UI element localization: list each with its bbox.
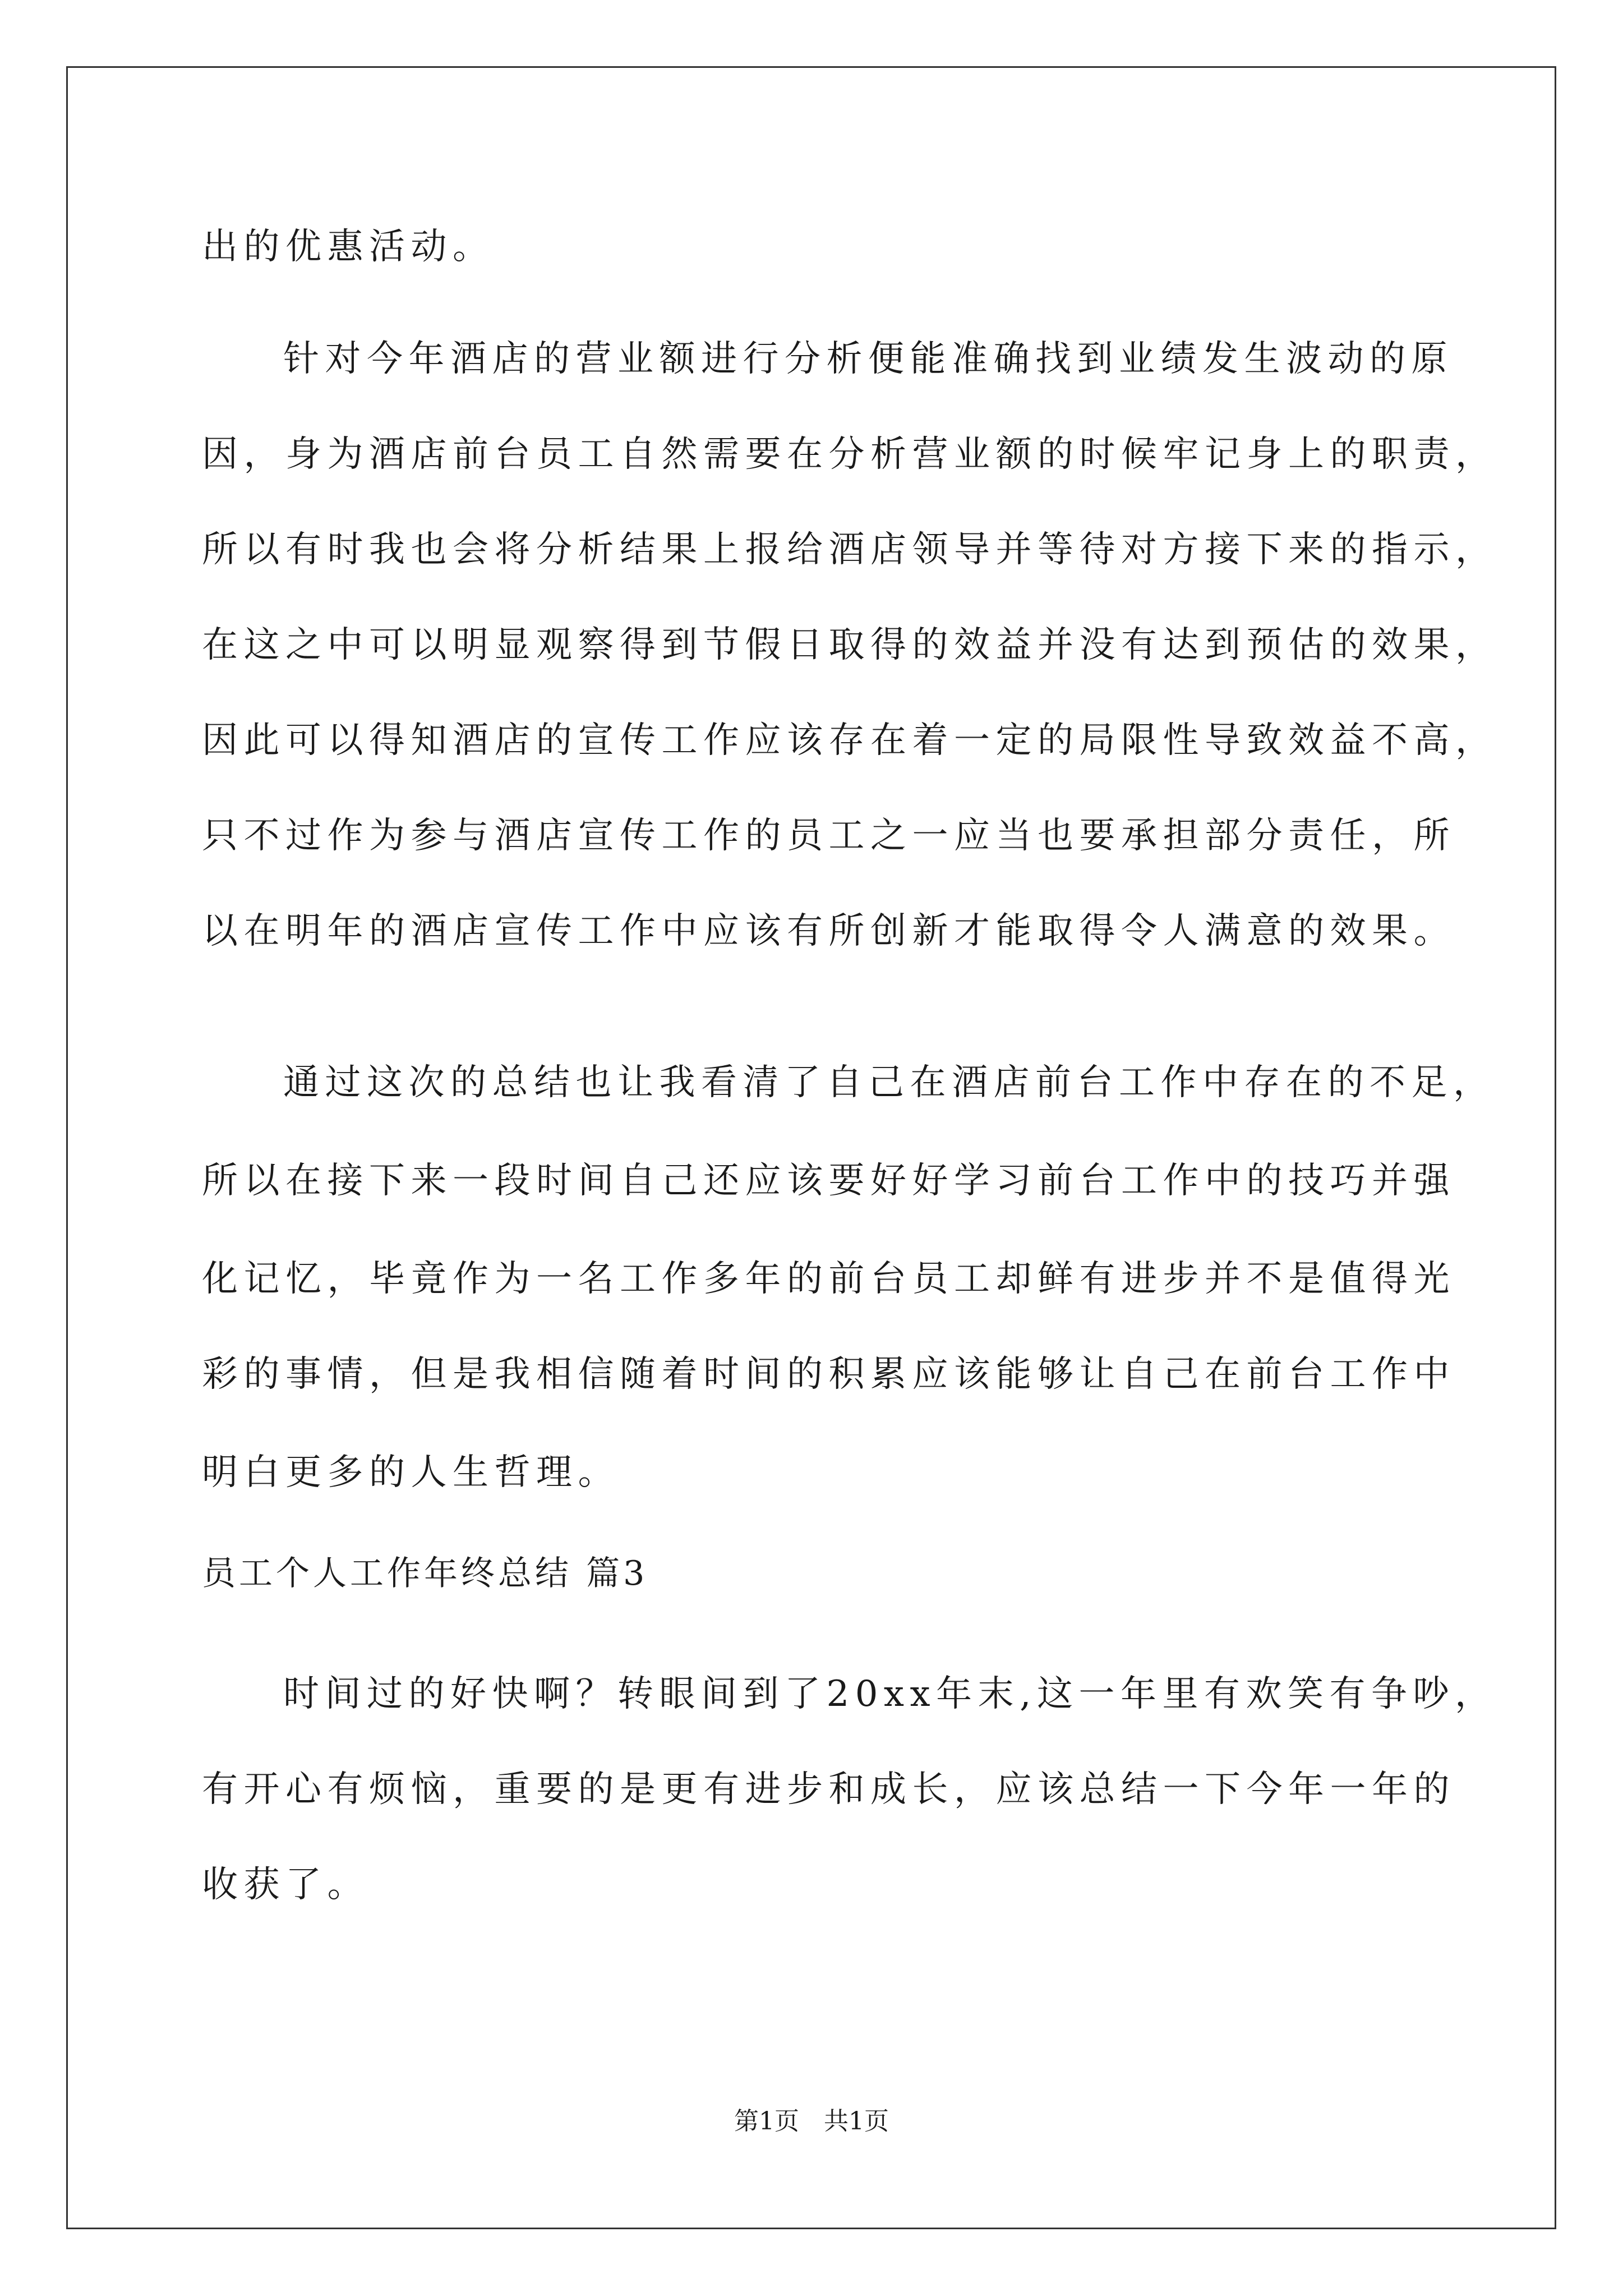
paragraph-line: 收获了。: [202, 1864, 369, 1906]
paragraph-line: 针对今年酒店的营业额进行分析便能准确找到业绩发生波动的原: [283, 338, 1453, 380]
paragraph-line: 因，身为酒店前台员工自然需要在分析营业额的时候牢记身上的职责，: [202, 434, 1497, 475]
paragraph-line: 以在明年的酒店宣传工作中应该有所创新才能取得令人满意的效果。: [202, 910, 1455, 952]
page-footer: 第1页 共1页: [734, 2107, 889, 2136]
paragraph-line: 有开心有烦恼，重要的是更有进步和成长，应该总结一下今年一年的: [202, 1769, 1455, 1810]
paragraph-line: 通过这次的总结也让我看清了自己在酒店前台工作中存在的不足，: [283, 1062, 1495, 1103]
paragraph-line: 所以在接下来一段时间自己还应该要好好学习前台工作中的技巧并强: [202, 1160, 1455, 1202]
paragraph-line: 在这之中可以明显观察得到节假日取得的效益并没有达到预估的效果，: [202, 624, 1497, 666]
paragraph-line: 时间过的好快啊？转眼间到了20xx年末,这一年里有欢笑有争吵，: [283, 1673, 1497, 1715]
paragraph-line: 出的优惠活动。: [202, 226, 495, 268]
paragraph-line: 所以有时我也会将分析结果上报给酒店领导并等待对方接下来的指示，: [202, 529, 1497, 570]
paragraph-line: 只不过作为参与酒店宣传工作的员工之一应当也要承担部分责任，所: [202, 815, 1455, 857]
paragraph-line: 因此可以得知酒店的宣传工作应该存在着一定的局限性导致效益不高，: [202, 720, 1497, 761]
paragraph-line: 彩的事情，但是我相信随着时间的积累应该能够让自己在前台工作中: [202, 1354, 1455, 1395]
section-heading: 员工个人工作年终总结 篇3: [202, 1554, 648, 1593]
paragraph-line: 明白更多的人生哲理。: [202, 1452, 620, 1493]
paragraph-line: 化记忆，毕竟作为一名工作多年的前台员工却鲜有进步并不是值得光: [202, 1258, 1455, 1300]
